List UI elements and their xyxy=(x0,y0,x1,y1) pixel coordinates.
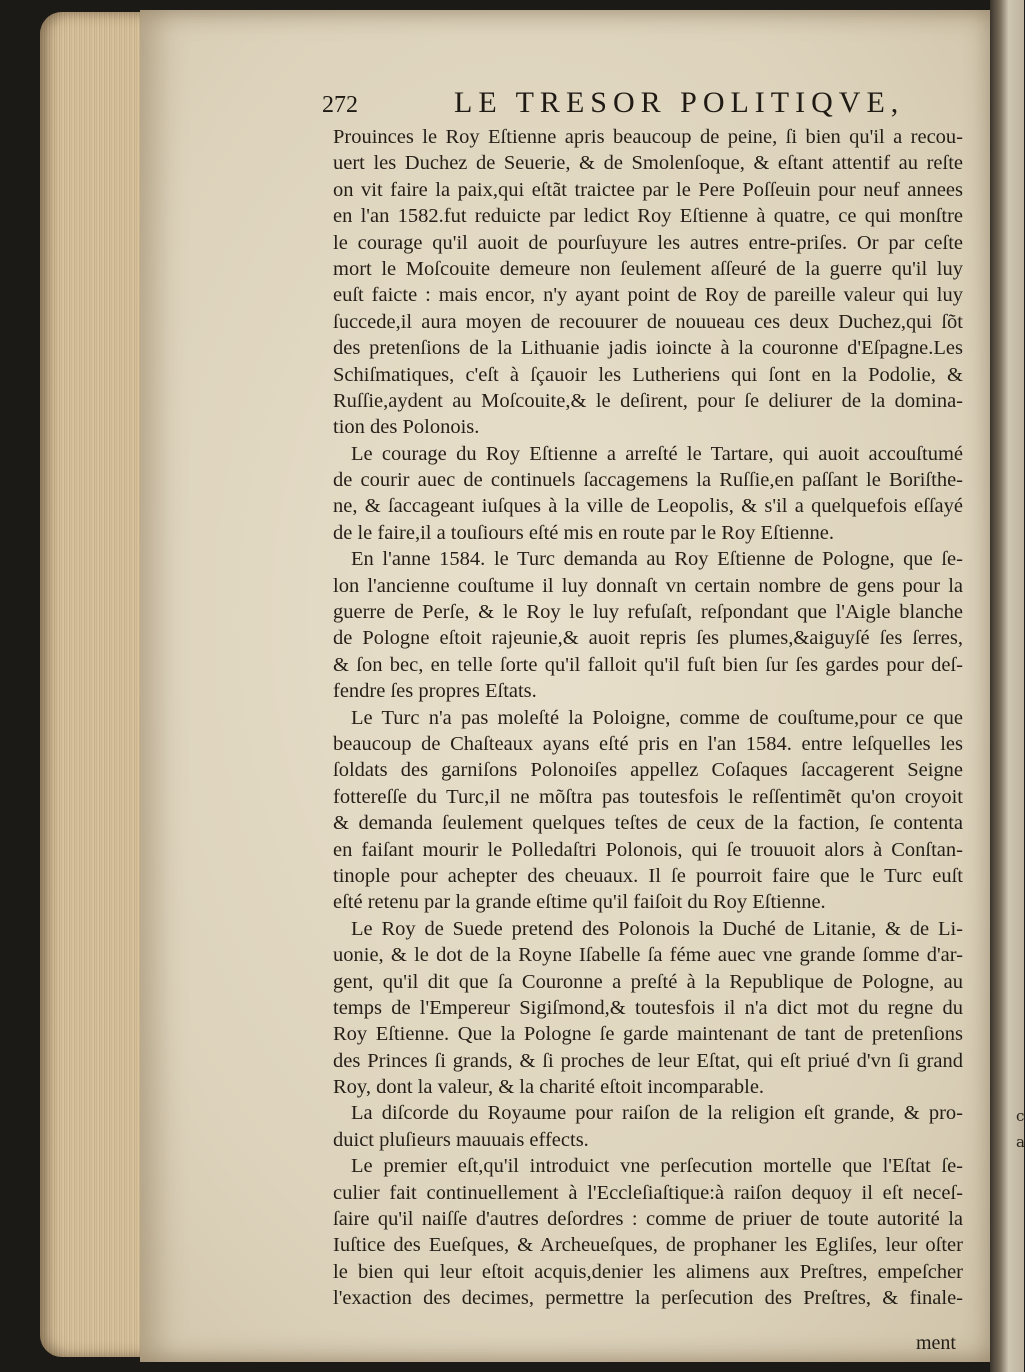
gutter-fragment: c xyxy=(1016,1107,1025,1125)
catchword: ment xyxy=(916,1332,956,1354)
text-line: tion des Polonois. xyxy=(333,416,480,439)
text-line: temps de l'Empereur Sigiſmond,& toutesfois il n'a dict mot du regne du xyxy=(333,996,963,1019)
text-line: ne, & ſaccageant iuſques à la ville de Leopolis, & s'il a quelquefois eſſayé xyxy=(333,495,963,518)
text-line: ſaire qu'il naiſſe d'autres deſordres : comme de priuer de toute autorité la xyxy=(333,1208,963,1231)
text-line: fendre ſes propres Eſtats. xyxy=(333,680,537,703)
text-line: on vit faire la paix,qui eſtãt traictee par le Pere Poſſeuin pour neuf annees xyxy=(333,178,963,201)
page-header xyxy=(322,86,962,126)
text-line: de Pologne eſtoit rajeunie,& auoit repris ſes plumes,&aiguyſé ſes ſerres, xyxy=(333,627,963,650)
text-line: Prouinces le Roy Eſtienne apris beaucoup de peine, ſi bien qu'il a recou- xyxy=(333,126,963,148)
text-line: uonie, & le dot de la Royne Iſabelle ſa féme auec vne grande ſomme d'ar- xyxy=(333,944,963,967)
text-line: & demanda ſeulement quelques teſtes de ceux de la faction, ſe contenta xyxy=(333,812,963,835)
text-line: des pretenſions de la Lithuanie jadis ioincte à la couronne d'Eſpagne.Les xyxy=(333,337,963,360)
text-line: beaucoup de Chaſteaux ayans eſté pris en l'an 1584. entre leſquelles les xyxy=(333,732,963,755)
text-line: culier fait continuellement à l'Eccleſiaſtique:à raiſon dequoy il eſt neceſ- xyxy=(333,1181,963,1204)
text-line: tinople pour achepter des cheuaux. Il ſe pourroit faire que le Turc euſt xyxy=(333,864,963,887)
text-line: Le Roy de Suede pretend des Polonois la Duché de Litanie, & de Li- xyxy=(351,917,963,940)
text-line: euſt faicte : mais encor, n'y ayant point de Roy de pareille valeur qui luy xyxy=(333,284,963,307)
text-line: La diſcorde du Royaume pour raiſon de la religion eſt grande, & pro- xyxy=(351,1102,963,1125)
text-line: des Princes ſi grands, & ſi proches de leur Eſtat, qui eſt priué d'vn ſi grand xyxy=(333,1049,963,1072)
text-line: Le premier eſt,qu'il introduict vne perſecution mortelle que l'Eſtat ſe- xyxy=(351,1155,963,1178)
text-line: ſuccede,il aura moyen de recouurer de nouueau ces deux Duchez,qui ſõt xyxy=(333,310,963,333)
text-line: ſoldats des garniſons Polonoiſes appellez Coſaques ſaccagerent Seigne xyxy=(333,759,963,782)
text-line: en l'an 1582.fut reduicte par ledict Roy Eſtienne à quatre, ce qui monſtre xyxy=(333,205,963,228)
running-title: LE TRESOR POLITIQVE, xyxy=(454,86,905,119)
text-line: & ſon bec, en telle ſorte qu'il falloit qu'il fuſt bien ſur ſes gardes pour deſ- xyxy=(333,653,963,676)
text-line: guerre de Perſe, & le Roy le luy refuſaſt, reſpondant que l'Aigle blanche xyxy=(333,601,963,624)
text-line: duict pluſieurs mauuais effects. xyxy=(333,1128,589,1151)
text-line: de courir auec de continuels ſaccagemens la Ruſſie,en paſſant le Boriſthe- xyxy=(333,469,963,492)
text-line: le bien qui leur eſtoit acquis,denier les alimens aux Preſtres, empeſcher xyxy=(333,1260,963,1283)
page-number: 272 xyxy=(322,92,358,118)
text-line: Schiſmatiques, c'eſt à ſçauoir les Lutheriens qui ſont en la Podolie, & xyxy=(333,363,963,386)
text-line: En l'anne 1584. le Turc demanda au Roy Eſtienne de Pologne, que ſe- xyxy=(351,548,963,571)
text-line: Ruſſie,aydent au Moſcouite,& le deſirent, pour ſe deliurer de la domina- xyxy=(333,389,963,412)
text-line: fottereſſe du Turc,il ne mõſtra pas toutesfois le reſſentimẽt qu'on croyoit xyxy=(333,785,963,808)
body-text xyxy=(333,124,963,1312)
text-line: Le Turc n'a pas moleſté la Poloigne, comme de couſtume,pour ce que xyxy=(351,706,963,729)
text-line: l'exaction des decimes, permettre la perſecution des Preſtres, & finale- xyxy=(333,1287,963,1310)
text-line: mort le Moſcouite demeure non ſeulement aſſeuré de la guerre qu'il luy xyxy=(333,257,963,280)
facing-page-gutter xyxy=(990,0,1024,1372)
text-line: le courage qu'il auoit de pourſuyure les autres entre-priſes. Or par ceſte xyxy=(333,231,963,254)
text-line: lon l'ancienne couſtume il luy donnaſt vn certain nombre de gens pour la xyxy=(333,574,963,597)
gutter-fragment: a xyxy=(1016,1133,1025,1151)
text-line: de le faire,il a touſiours eſté mis en route par le Roy Eſtienne. xyxy=(333,521,834,544)
text-line: Roy Eſtienne. Que la Pologne ſe garde maintenant de tant de pretenſions xyxy=(333,1023,963,1046)
text-line: en faiſant mourir le Polledaſtri Polonois, qui ſe trouuoit alors à Conſtan- xyxy=(333,838,963,861)
text-line: Le courage du Roy Eſtienne a arreſté le Tartare, qui auoit accouſtumé xyxy=(351,442,963,465)
text-line: Iuſtice des Eueſques, & Archeueſques, de prophaner les Egliſes, leur oſter xyxy=(333,1234,963,1257)
text-line: Roy, dont la valeur, & la charité eſtoit incomparable. xyxy=(333,1076,765,1099)
text-line: eſté retenu par la grande eſtime qu'il faiſoit du Roy Eſtienne. xyxy=(333,891,826,914)
text-line: gent, qu'il dit que ſa Couronne a preſté à la Republique de Pologne, au xyxy=(333,970,963,993)
text-line: uert les Duchez de Seuerie, & de Smolenſoque, & eſtant attentif au reſte xyxy=(333,152,963,175)
